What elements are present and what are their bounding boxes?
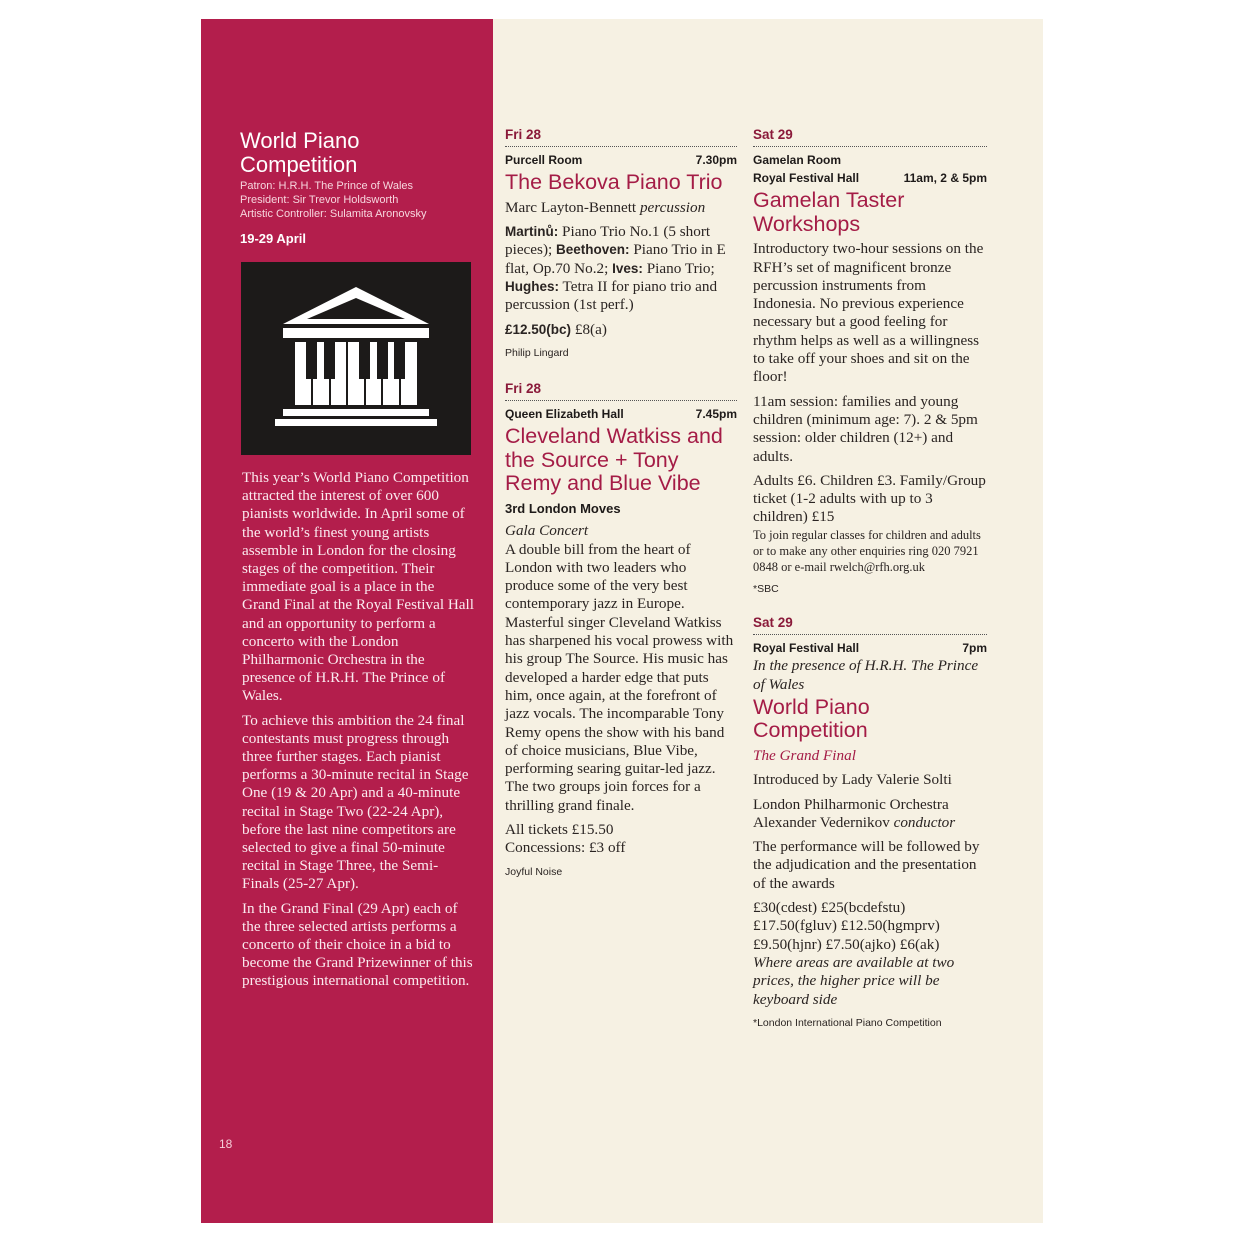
event-time: 7pm: [962, 641, 987, 656]
sidebar-paragraph: This year’s World Piano Competition attracted the interest of over 600 pianists worldwide. In April some of the world’s finest young artists assemble in London for the closing stages of the competition. Their immediate goal is a place in the Grand Final at the Royal Festival Hall and an opportunity to perform a concerto with the London Philharmonic Orchestra in the presence of H.R.H. The Prince of Wales.: [242, 469, 474, 705]
listings-column-2: [753, 126, 987, 1032]
promoter-credit: Joyful Noise: [505, 865, 563, 878]
event-description: The performance will be followed by the adjudication and the presentation of the awards: [753, 838, 980, 892]
patron-line: Patron: H.R.H. The Prince of Wales: [240, 180, 414, 192]
venue-name: Gamelan Room: [753, 153, 842, 168]
sidebar-credits: [240, 179, 426, 221]
event-day: Fri 28: [505, 380, 737, 401]
event-venue-row: [753, 639, 987, 657]
competition-dates: 19-29 April: [240, 231, 306, 246]
ticket-price: £12.50(bc) £8(a): [505, 320, 607, 338]
event-venue-row: [753, 151, 987, 169]
event-time: 11am, 2 & 5pm: [903, 171, 987, 186]
event-venue-row: [753, 169, 987, 187]
presenter: Introduced by Lady Valerie Solti: [753, 771, 952, 789]
page-number: 18: [219, 1137, 233, 1151]
event-subtitle: The Grand Final: [753, 746, 856, 764]
sidebar-body: [242, 469, 474, 997]
event-day: Sat 29: [753, 614, 987, 635]
event-time: 7.45pm: [695, 407, 737, 422]
conductor-line: Alexander Vedernikov conductor: [753, 813, 956, 831]
event-day: Fri 28: [505, 126, 737, 147]
event-venue-row: [505, 151, 737, 169]
event-description: A double bill from the heart of London with two leaders who produce some of the very best contemporary jazz in Europe. Masterful singer Cleveland Watkiss has sharpened his vocal prowess with his group The Source. His music has developed a harder edge that puts him, once again, at the forefront of jazz vocals. The incomparable Tony Remy opens the show with his band of choice musicians, Blue Vibe, performing searing guitar-led jazz. The two groups join forces for a thrilling grand finale.: [505, 540, 734, 814]
concession-price: Concessions: £3 off: [505, 839, 626, 857]
event-gamelan: [753, 126, 987, 598]
piano-temple-icon: [241, 262, 471, 455]
sidebar-title: World Piano Competition: [240, 128, 360, 177]
royal-presence: In the presence of H.R.H. The Prince of Wales: [753, 657, 979, 693]
venue-name: Royal Festival Hall: [753, 641, 860, 656]
event-time: 7.30pm: [695, 153, 737, 168]
enquiries: To join regular classes for children and adults or to make any other enquiries ring 020 7921 0848 or e-mail rwelch@rfh.org.uk: [753, 527, 981, 574]
sidebar-paragraph: To achieve this ambition the 24 final contestants must progress through three further stages. Each pianist performs a 30-minute recital in Stage One (19 & 20 Apr) and a 40-minute recital in Stage Two (22-24 Apr), before the last nine competitors are selected to give a final 50-minute recital in Stage Three, the Semi-Finals (25-27 Apr).: [242, 711, 469, 893]
sidebar-paragraph: In the Grand Final (29 Apr) each of the three selected artists performs a concerto of their choice in a bid to become the Grand Prizewinner of this prestigious international competition.: [242, 899, 473, 990]
venue-name: Purcell Room: [505, 153, 583, 168]
event-series: 3rd London Moves: [505, 500, 621, 516]
session-info: 11am session: families and young children (minimum age: 7). 2 & 5pm session: older children (12+) and adults.: [753, 392, 978, 465]
event-title: World Piano Competition: [753, 694, 870, 743]
orchestra: London Philharmonic Orchestra: [753, 795, 949, 813]
sidebar-panel: [201, 19, 493, 1223]
event-subtitle: Gala Concert: [505, 522, 589, 540]
price-note: Where areas are available at two prices, the higher price will be keyboard side: [753, 953, 955, 1008]
listings-column-1: [505, 126, 737, 881]
event-title: Cleveland Watkiss and the Source + Tony Remy and Blue Vibe: [505, 424, 723, 496]
event-bekova: [505, 126, 737, 362]
ticket-price: £30(cdest) £25(bcdefstu) £17.50(fgluv) £12.50(hgmprv) £9.50(hjnr) £7.50(ajko) £6(ak): [753, 899, 940, 953]
event-venue-row: [505, 405, 737, 423]
event-day: Sat 29: [753, 126, 987, 147]
event-watkiss: [505, 380, 737, 881]
ticket-price: Adults £6. Children £3. Family/Group ticket (1-2 adults with up to 3 children) £15: [753, 471, 986, 526]
event-description: Introductory two-hour sessions on the RFH’s set of magnificent bronze percussion instruments from Indonesia. No previous experience necessary but a good feeling for rhythm helps as well as a willingness to take off your shoes and sit on the floor!: [753, 240, 984, 386]
programme: Martinů: Piano Trio No.1 (5 short pieces); Beethoven: Piano Trio in E flat, Op.70 No.2; Ives: Piano Trio; Hughes: Tetra II for piano trio and percussion (1st perf.): [505, 223, 726, 314]
president-line: President: Sir Trevor Holdsworth: [240, 194, 399, 206]
performer-line: Marc Layton-Bennett percussion: [505, 198, 706, 216]
event-grand-final: [753, 614, 987, 1032]
event-title: The Bekova Piano Trio: [505, 170, 723, 195]
promoter-credit: *London International Piano Competition: [753, 1016, 942, 1029]
ticket-price: All tickets £15.50: [505, 821, 614, 839]
venue-name: Queen Elizabeth Hall: [505, 407, 624, 422]
promoter-credit: Philip Lingard: [505, 346, 569, 359]
venue-name: Royal Festival Hall: [753, 171, 860, 186]
promoter-credit: *SBC: [753, 582, 779, 595]
event-title: Gamelan Taster Workshops: [753, 188, 905, 236]
artistic-controller-line: Artistic Controller: Sulamita Aronovsky: [240, 208, 427, 220]
